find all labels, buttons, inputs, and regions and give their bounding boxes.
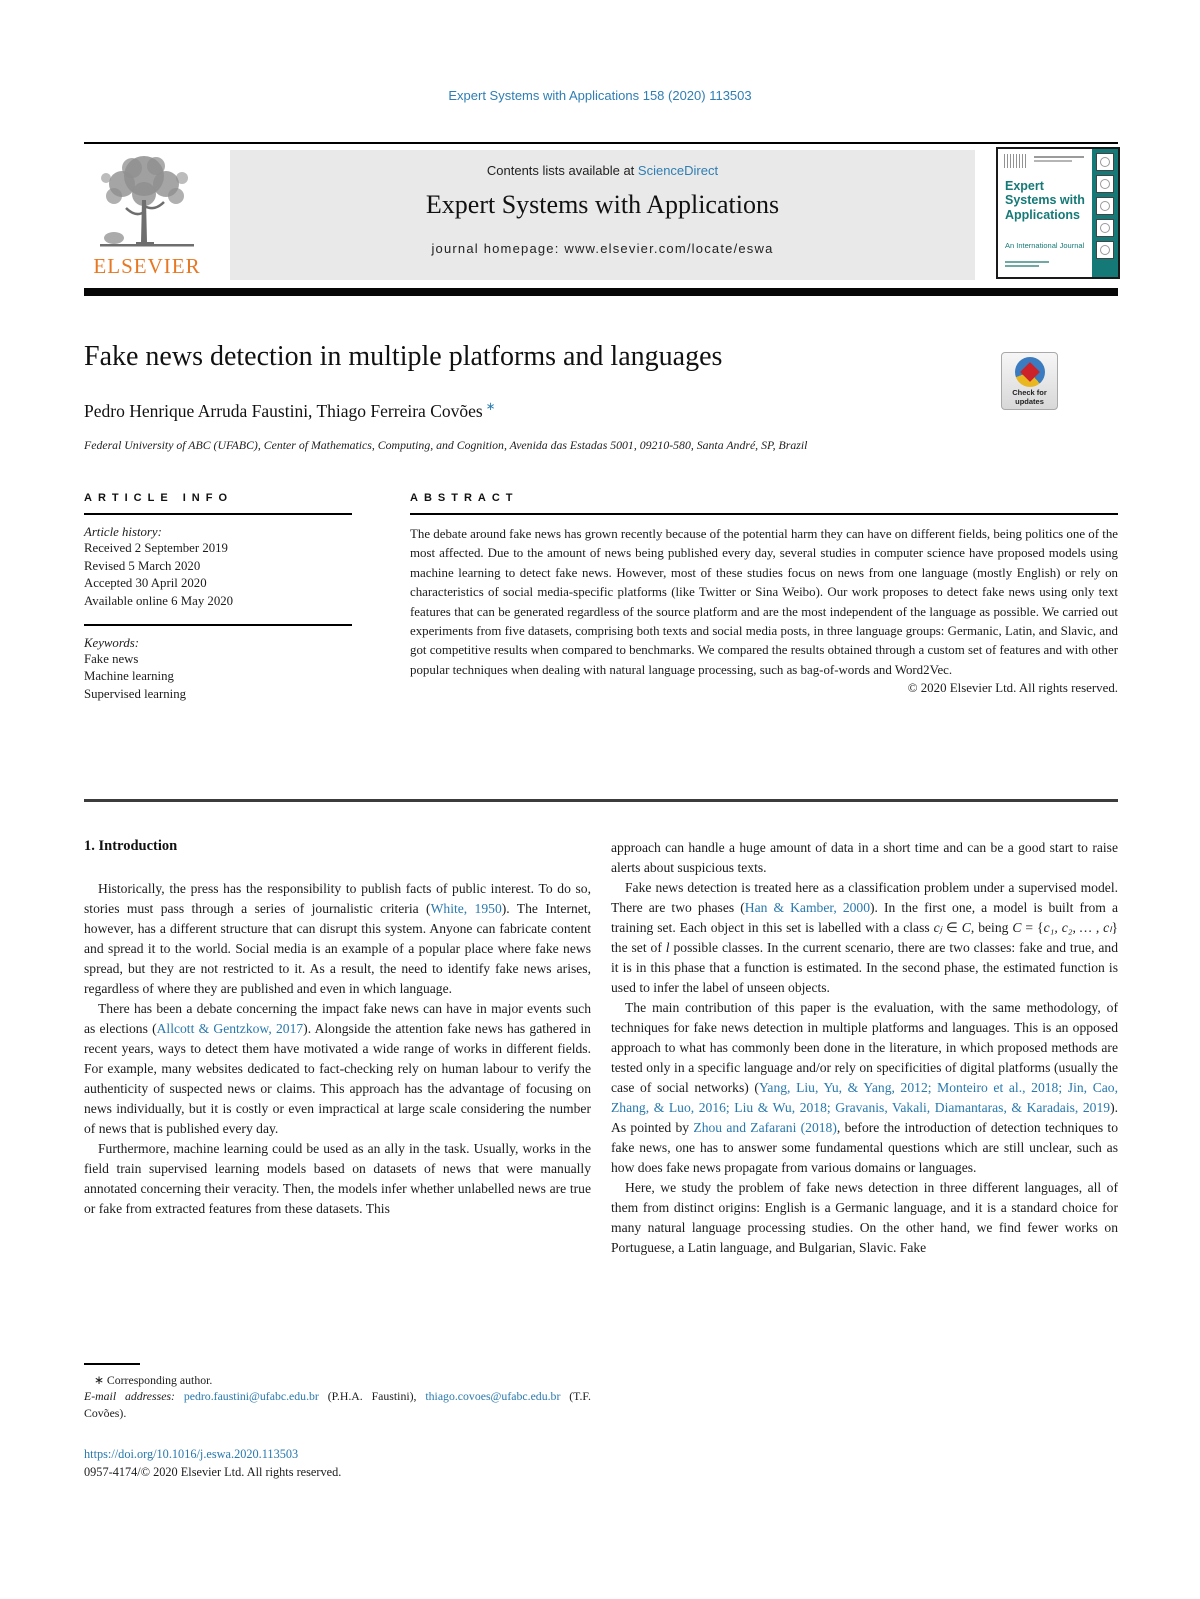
keyword: Supervised learning	[84, 686, 186, 701]
homepage-prefix: journal homepage:	[431, 241, 565, 256]
intro-paragraph: The main contribution of this paper is the evaluation, with the same methodology, of techniques for fake news detection in multiple platforms and languages. This is an opposed approach to what has commonly been done in the literature, in which proposed methods are tested only in a specific language and/or rely on specificities of digital platforms (usually the case of social networks) (Yang, Liu, Yu, & Yang, 2012; Monteiro et al., 2018; Jin, Cao, Zhang, & Luo, 2016; Liu & Wu, 2018; Gravanis, Vakali, Diamantaras, & Karadais, 2019). As pointed by Zhou and Zafarani (2018), before the introduction of detection techniques to fake news, one has to answer some fundamental questions which are still unclear, such as how does fake news propagate from various domains or languages.	[611, 1000, 1119, 1175]
sciencedirect-link[interactable]: ScienceDirect	[637, 163, 719, 178]
footnote-block	[84, 1363, 591, 1421]
citation-link[interactable]: White, 1950	[430, 901, 502, 916]
article-info-section	[84, 492, 352, 703]
author-list	[84, 399, 495, 422]
cover-icon-strip	[1092, 149, 1118, 277]
rule	[84, 624, 352, 626]
header-divider-bar	[84, 288, 1118, 296]
cover-icon	[1096, 175, 1114, 193]
citation-link[interactable]: Yang, Liu, Yu, & Yang, 2012; Monteiro et al., 2018; Jin, Cao, Zhang, & Luo, 2016; Liu & Wu, 2018; Gravanis, Vakali, Diamantaras, & Karadais, 2019	[611, 1080, 1119, 1115]
corresponding-author-mark[interactable]: ∗	[485, 401, 496, 413]
cover-decorative-line	[1034, 156, 1084, 158]
citation-link[interactable]: thiago.covoes@ufabc.edu.br	[425, 1389, 561, 1403]
copyright-line: © 2020 Elsevier Ltd. All rights reserved.	[907, 681, 1118, 696]
doi-link[interactable]: https://doi.org/10.1016/j.eswa.2020.113503	[84, 1447, 299, 1461]
crossmark-icon	[1015, 357, 1045, 387]
intro-paragraph: Fake news detection is treated here as a classification problem under a supervised model. There are two phases (Han & Kamber, 2000). In the first one, a model is built from a training set. Each object in this set is labelled with a class cⱼ ∈ C, being C = {c₁, c₂, … , cₗ} the set of l possible classes. In the current scenario, there are two classes: fake and true, and it is in this phase that a function is estimated. In the second phase, the estimated function is used to infer the label of unseen objects.	[611, 880, 1119, 995]
footer-block	[84, 1446, 341, 1481]
journal-homepage-link[interactable]: www.elsevier.com/locate/eswa	[564, 241, 774, 256]
article-title: Fake news detection in multiple platforms and languages	[84, 341, 723, 372]
body-left-column	[84, 838, 591, 1219]
cover-decorative-line	[1005, 265, 1039, 267]
keyword: Machine learning	[84, 669, 174, 683]
intro-paragraph: Here, we study the problem of fake news detection in three different languages, all of them from distinct origins: English is a Germanic language, and it is a standard choice for many natural language processing studies. On the other hand, we find fewer works on Portuguese, a Latin language, and Bulgarian, Slavic. Fake	[611, 1180, 1118, 1255]
cover-decorative-line	[1034, 160, 1072, 162]
intro-paragraph: Furthermore, machine learning could be used as an ally in the task. Usually, works in the field train supervised learning models based on datasets of news that were manually annotated concerning their veracity. Then, the models infer whether unlabelled news are true or fake from extracted features from these datasets. This	[84, 1141, 591, 1216]
article-info-header: ARTICLE INFO	[84, 492, 233, 504]
cover-publisher-mark	[1004, 154, 1026, 168]
contents-line	[230, 163, 975, 178]
citation-link[interactable]: Allcott & Gentzkow, 2017	[156, 1021, 304, 1036]
journal-banner	[230, 150, 975, 280]
issn-copyright-line: 0957-4174/© 2020 Elsevier Ltd. All rights reserved.	[84, 1464, 342, 1479]
journal-cover-thumbnail[interactable]	[996, 147, 1120, 279]
section-divider-rule	[84, 799, 1118, 802]
keywords-label: Keywords:	[84, 635, 139, 650]
history-revised: Revised 5 March 2020	[84, 558, 201, 573]
rule	[84, 513, 352, 515]
article-history-label: Article history:	[84, 525, 162, 539]
intro-paragraph: approach can handle a huge amount of data in a short time and can be a good start to raise alerts about suspicious texts.	[611, 840, 1118, 875]
top-rule	[84, 142, 1118, 144]
author-names: Pedro Henrique Arruda Faustini, Thiago Ferreira Covões	[84, 400, 483, 421]
cover-icon	[1096, 153, 1114, 171]
history-accepted: Accepted 30 April 2020	[84, 576, 207, 590]
corresponding-author-note: ∗ Corresponding author.	[94, 1372, 213, 1387]
intro-paragraph: There has been a debate concerning the impact fake news can have in major events such as elections (Allcott & Gentzkow, 2017). Alongside the attention fake news has gathered in recent years, ways to detect them have motivated a wide range of works in different fields. For example, many websites dedicated to fact-checking rely on human labour to verify the authenticity of suspected news or claims. This approach has the advantage of focusing on news individually, but it is costly or even impractical at large scale considering the number of news that is published every day.	[84, 1001, 591, 1136]
contents-prefix: Contents lists available at	[486, 163, 638, 178]
elsevier-tree-icon	[92, 150, 202, 252]
cover-decorative-line	[1005, 261, 1049, 263]
crossmark-red-shape	[1020, 362, 1040, 382]
history-available: Available online 6 May 2020	[84, 593, 234, 608]
elsevier-logo[interactable]	[85, 150, 209, 280]
cover-icon	[1096, 197, 1114, 215]
author-affiliation: Federal University of ABC (UFABC), Center of Mathematics, Computing, and Cognition, Avenida das Estadas 5001, 09210-580, Santa André, SP, Brazil	[84, 438, 808, 452]
keyword: Fake news	[84, 651, 139, 666]
rule	[410, 513, 1118, 515]
elsevier-wordmark: ELSEVIER	[93, 254, 201, 278]
intro-paragraph: Historically, the press has the responsibility to publish facts of public interest. To do so, stories must pass through a series of journalistic criteria (White, 1950). The Internet, however, has a different structure that can disrupt this system. Anyone can fabricate content and spread it to the world. Social media is an example of a popular place where fake news spread, but they are not restricted to it. As a result, the need to identify fake news arises, regardless of where they are published and even in which language.	[84, 881, 591, 996]
citation-link[interactable]: Han & Kamber, 2000	[744, 900, 871, 915]
abstract-text: The debate around fake news has grown recently because of the potential harm they can have on different fields, being politics one of the most affected. Due to the amount of news being published every day, several studies in computer science have proposed models using machine learning to detect fake news. However, most of these studies focus on news from one language (mostly English) or rely on characteristics of social media-specific platforms (like Twitter or Sina Weibo). Our work proposes to detect fake news using only text features that can be generated regardless of the source platform and are the most independent of the language as possible. We carried out experiments from five datasets, comprising both texts and social media posts, in three language groups: Germanic, Latin, and Slavic, and got competitive results when compared to benchmarks. We compared the results obtained through a custom set of features and with other popular techniques when dealing with natural language processing, such as bag-of-words and Word2Vec.	[410, 527, 1118, 677]
citation-link[interactable]: Zhou and Zafarani (2018)	[693, 1120, 837, 1135]
check-for-updates-badge[interactable]	[1001, 352, 1058, 410]
history-received: Received 2 September 2019	[84, 541, 228, 555]
cover-icon	[1096, 219, 1114, 237]
body-right-column	[611, 838, 1118, 1258]
cover-icon	[1096, 241, 1114, 259]
cover-journal-title: Expert Systems with Applications	[1005, 179, 1085, 222]
citation-link[interactable]: pedro.faustini@ufabc.edu.br	[183, 1389, 319, 1403]
introduction-heading: 1. Introduction	[84, 838, 178, 854]
email-addresses: E-mail addresses: pedro.faustini@ufabc.edu.br (P.H.A. Faustini), thiago.covoes@ufabc.edu.br (T.F. Covões).	[84, 1389, 591, 1420]
check-for-updates-label: Check for updates	[1012, 388, 1047, 406]
abstract-header: ABSTRACT	[410, 492, 519, 504]
cover-journal-subtitle: An International Journal	[1005, 241, 1085, 250]
footnote-rule	[84, 1363, 140, 1365]
homepage-line	[230, 241, 975, 256]
abstract-section	[410, 492, 1118, 696]
journal-reference: Expert Systems with Applications 158 (2020) 113503	[448, 88, 752, 103]
journal-title: Expert Systems with Applications	[425, 190, 780, 219]
